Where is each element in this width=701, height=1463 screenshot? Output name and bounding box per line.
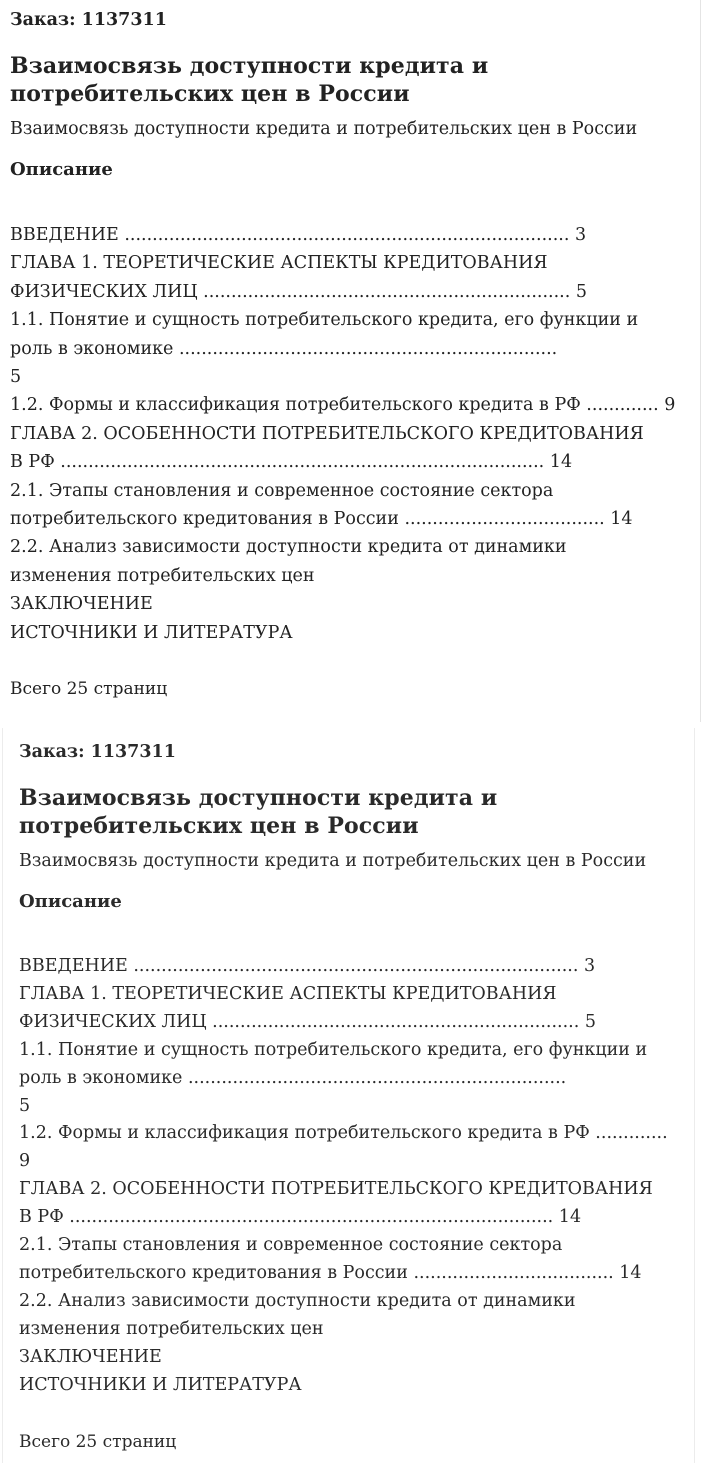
toc-item: 1.1. Понятие и сущность потребительского кредита, его функции и роль в экономике .................................................................... 5	[10, 310, 639, 388]
description-heading: Описание	[10, 159, 113, 180]
total-pages: Всего 25 страниц	[10, 679, 168, 700]
toc-item: 2.1. Этапы становления и современное состояние сектора потребительского кредитования в России .................................... 14	[10, 480, 633, 530]
toc-item: ВВЕДЕНИЕ ................................................................................ 3	[19, 956, 596, 976]
order-number: Заказ: 1137311	[19, 742, 176, 762]
order-card-2	[2, 728, 695, 1463]
work-subtitle: Взаимосвязь доступности кредита и потребительских цен в России	[19, 851, 647, 871]
toc-item: ИСТОЧНИКИ И ЛИТЕРАТУРА	[19, 1374, 302, 1395]
work-subtitle: Взаимосвязь доступности кредита и потребительских цен в России	[10, 119, 638, 139]
toc-item: ГЛАВА 2. ОСОБЕННОСТИ ПОТРЕБИТЕЛЬСКОГО КРЕДИТОВАНИЯ В РФ ....................................................................................... 14	[19, 1179, 653, 1228]
work-title: Взаимосвязь доступности кредита и потребительских цен в России	[19, 785, 498, 839]
toc-item: 2.2. Анализ зависимости доступности кредита от динамики изменения потребительских цен	[10, 537, 567, 586]
description-heading: Описание	[19, 891, 122, 912]
toc-item: 1.1. Понятие и сущность потребительского кредита, его функции и роль в экономике .................................................................... 5	[19, 1039, 648, 1116]
toc-item: ГЛАВА 1. ТЕОРЕТИЧЕСКИЕ АСПЕКТЫ КРЕДИТОВАНИЯ ФИЗИЧЕСКИХ ЛИЦ .................................................................. 5	[19, 983, 596, 1032]
toc-item: 1.2. Формы и классификация потребительского кредита в РФ ............. 9	[10, 395, 676, 416]
toc-item: ИСТОЧНИКИ И ЛИТЕРАТУРА	[10, 622, 293, 643]
total-pages: Всего 25 страниц	[19, 1431, 177, 1452]
toc-item: ГЛАВА 2. ОСОБЕННОСТИ ПОТРЕБИТЕЛЬСКОГО КРЕДИТОВАНИЯ В РФ ....................................................................................... 14	[10, 423, 644, 473]
toc-item: 2.1. Этапы становления и современное состояние сектора потребительского кредитования в России .................................... 14	[19, 1235, 642, 1283]
toc-item: ВВЕДЕНИЕ ................................................................................ 3	[10, 225, 587, 245]
table-of-contents	[19, 953, 684, 1400]
toc-item: ЗАКЛЮЧЕНИЕ	[19, 1346, 162, 1367]
toc-item: ГЛАВА 1. ТЕОРЕТИЧЕСКИЕ АСПЕКТЫ КРЕДИТОВАНИЯ ФИЗИЧЕСКИХ ЛИЦ .................................................................. 5	[10, 253, 587, 302]
order-card-1	[0, 0, 701, 722]
order-number: Заказ: 1137311	[10, 10, 167, 30]
toc-item: ЗАКЛЮЧЕНИЕ	[10, 594, 153, 615]
work-title: Взаимосвязь доступности кредита и потребительских цен в России	[10, 53, 489, 107]
table-of-contents	[10, 221, 690, 647]
toc-item: 2.2. Анализ зависимости доступности кредита от динамики изменения потребительских цен	[19, 1290, 576, 1339]
toc-item: 1.2. Формы и классификация потребительского кредита в РФ ............. 9	[19, 1123, 668, 1172]
